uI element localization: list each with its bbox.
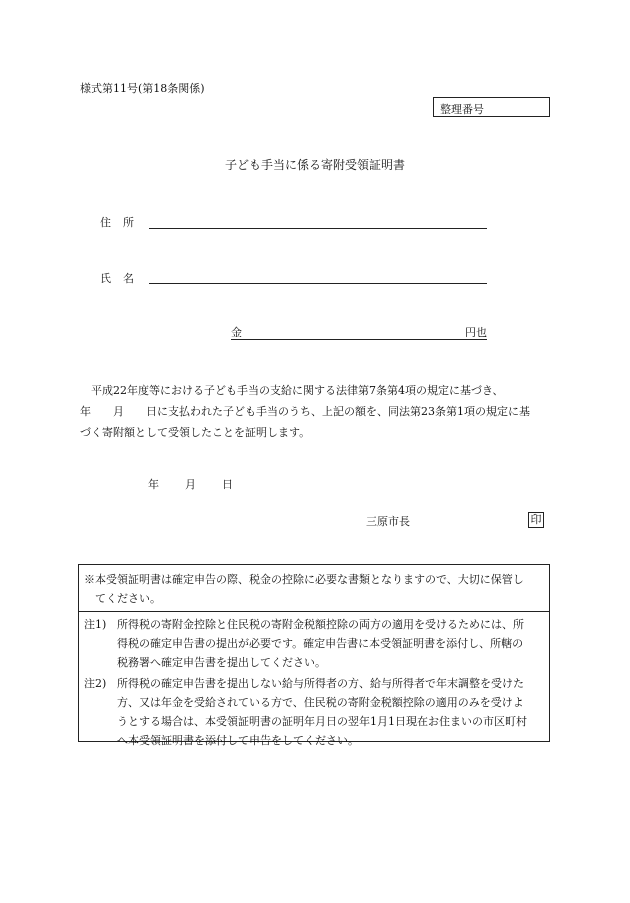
date-month-label: 月 [185, 478, 196, 491]
date-day-label: 日 [222, 478, 233, 491]
note-2-number: 注2) [84, 677, 107, 690]
address-label: 住所 [100, 216, 146, 229]
certification-line: 平成22年度等における子ども手当の支給に関する法律第7条第4項の規定に基づき、 [80, 384, 504, 397]
note-line: 得税の確定申告書の提出が必要です。確定申告書に本受領証明書を添付し、所轄の [117, 637, 524, 650]
address-field-line[interactable] [149, 228, 487, 229]
note-line: 方、又は年金を受給されている方で、住民税の寄附金税額控除の適用のみを受けよ [117, 696, 524, 709]
notes-main [84, 570, 544, 608]
note-line: 所得税の寄附金控除と住民税の寄附金税額控除の両方の適用を受けるためには、所 [117, 618, 524, 631]
note-1-number: 注1) [84, 618, 107, 631]
note-line: 税務署へ確定申告書を提出してください。 [117, 656, 326, 669]
notes-divider [79, 611, 549, 612]
amount-field[interactable] [231, 324, 487, 340]
amount-prefix: 金 [231, 326, 242, 339]
name-field-line[interactable] [149, 283, 487, 284]
issue-date [148, 476, 233, 492]
notes-main-line: てください。 [84, 592, 161, 605]
reference-number-label: 整理番号 [440, 103, 484, 116]
notes-main-line: ※本受領証明書は確定申告の際、税金の控除に必要な書類となりますので、大切に保管し [84, 573, 524, 586]
issuer-name: 三原市長 [366, 515, 410, 528]
notes-box [78, 564, 550, 747]
date-year-label: 年 [148, 478, 159, 491]
document-title: 子ども手当に係る寄附受領証明書 [224, 158, 405, 172]
name-label: 氏名 [100, 272, 146, 285]
note-line: 所得税の確定申告書を提出しない給与所得者の方、給与所得者で年末調整を受けた [117, 677, 524, 690]
certification-line: づく寄附額として受領したことを証明します。 [80, 426, 311, 439]
reference-number-box[interactable] [433, 97, 550, 117]
certification-text [80, 380, 560, 443]
seal-stamp: 印 [528, 512, 544, 528]
note-line: へ本受領証明書を添付して申告をしてください。 [117, 734, 359, 747]
form-number: 様式第11号(第18条関係) [80, 82, 205, 95]
amount-suffix: 円也 [465, 326, 487, 339]
note-line: うとする場合は、本受領証明書の証明年月日の翌年1月1日現在お住まいの市区町村 [117, 715, 527, 728]
certification-line: 年 月 日に支払われた子ども手当のうち、上記の額を、同法第23条第1項の規定に基 [80, 405, 530, 418]
